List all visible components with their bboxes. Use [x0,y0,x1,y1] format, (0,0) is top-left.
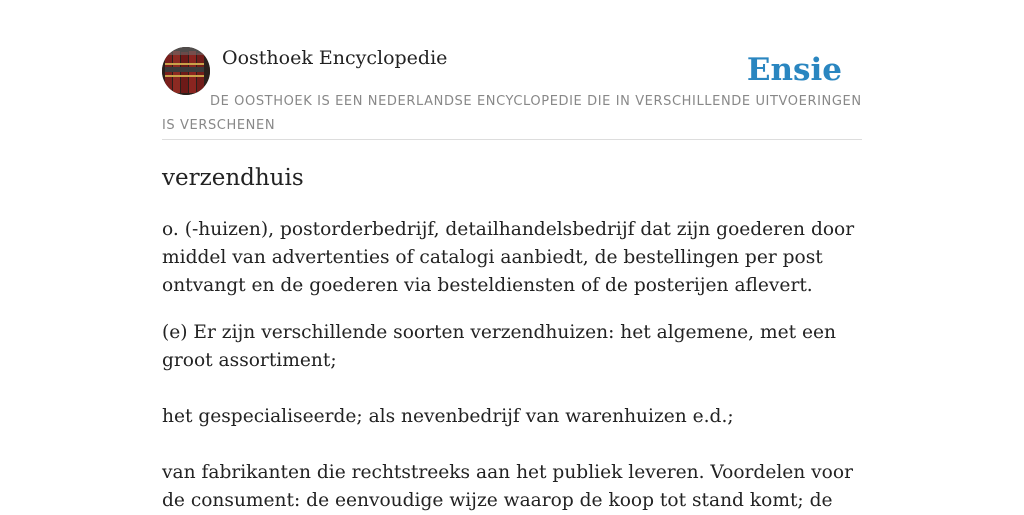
header-divider [162,139,862,140]
entry-term: verzendhuis [162,165,304,191]
brand-logo[interactable]: Ensie [746,52,842,88]
site-name[interactable]: Oosthoek Encyclopedie [222,47,448,69]
site-tagline: DE OOSTHOEK IS EEN NEDERLANDSE ENCYCLOPEDIE DIE IN VERSCHILLENDE UITVOERINGEN IS VERSCHENEN [162,94,862,133]
entry-definition: o. (-huizen), postorderbedrijf, detailhandelsbedrijf dat zijn goederen door middel van advertenties of catalogi aanbiedt, de bestellingen per post ontvangt en de goederen via besteldiensten of de posterijen aflevert. [162,219,855,296]
entry-paragraph-3: van fabrikanten die rechtstreeks aan het publiek leveren. Voordelen voor de consument: de eenvoudige wijze waarop de koop tot stand komt; de [162,462,853,511]
entry-paragraph-2: het gespecialiseerde; als nevenbedrijf van warenhuizen e.d.; [162,406,734,427]
entry-paragraph-1: (e) Er zijn verschillende soorten verzendhuizen: het algemene, met een groot assortiment; [162,322,836,371]
entry-body [162,216,867,515]
book-spines-icon [162,47,210,95]
site-avatar[interactable] [162,47,210,95]
